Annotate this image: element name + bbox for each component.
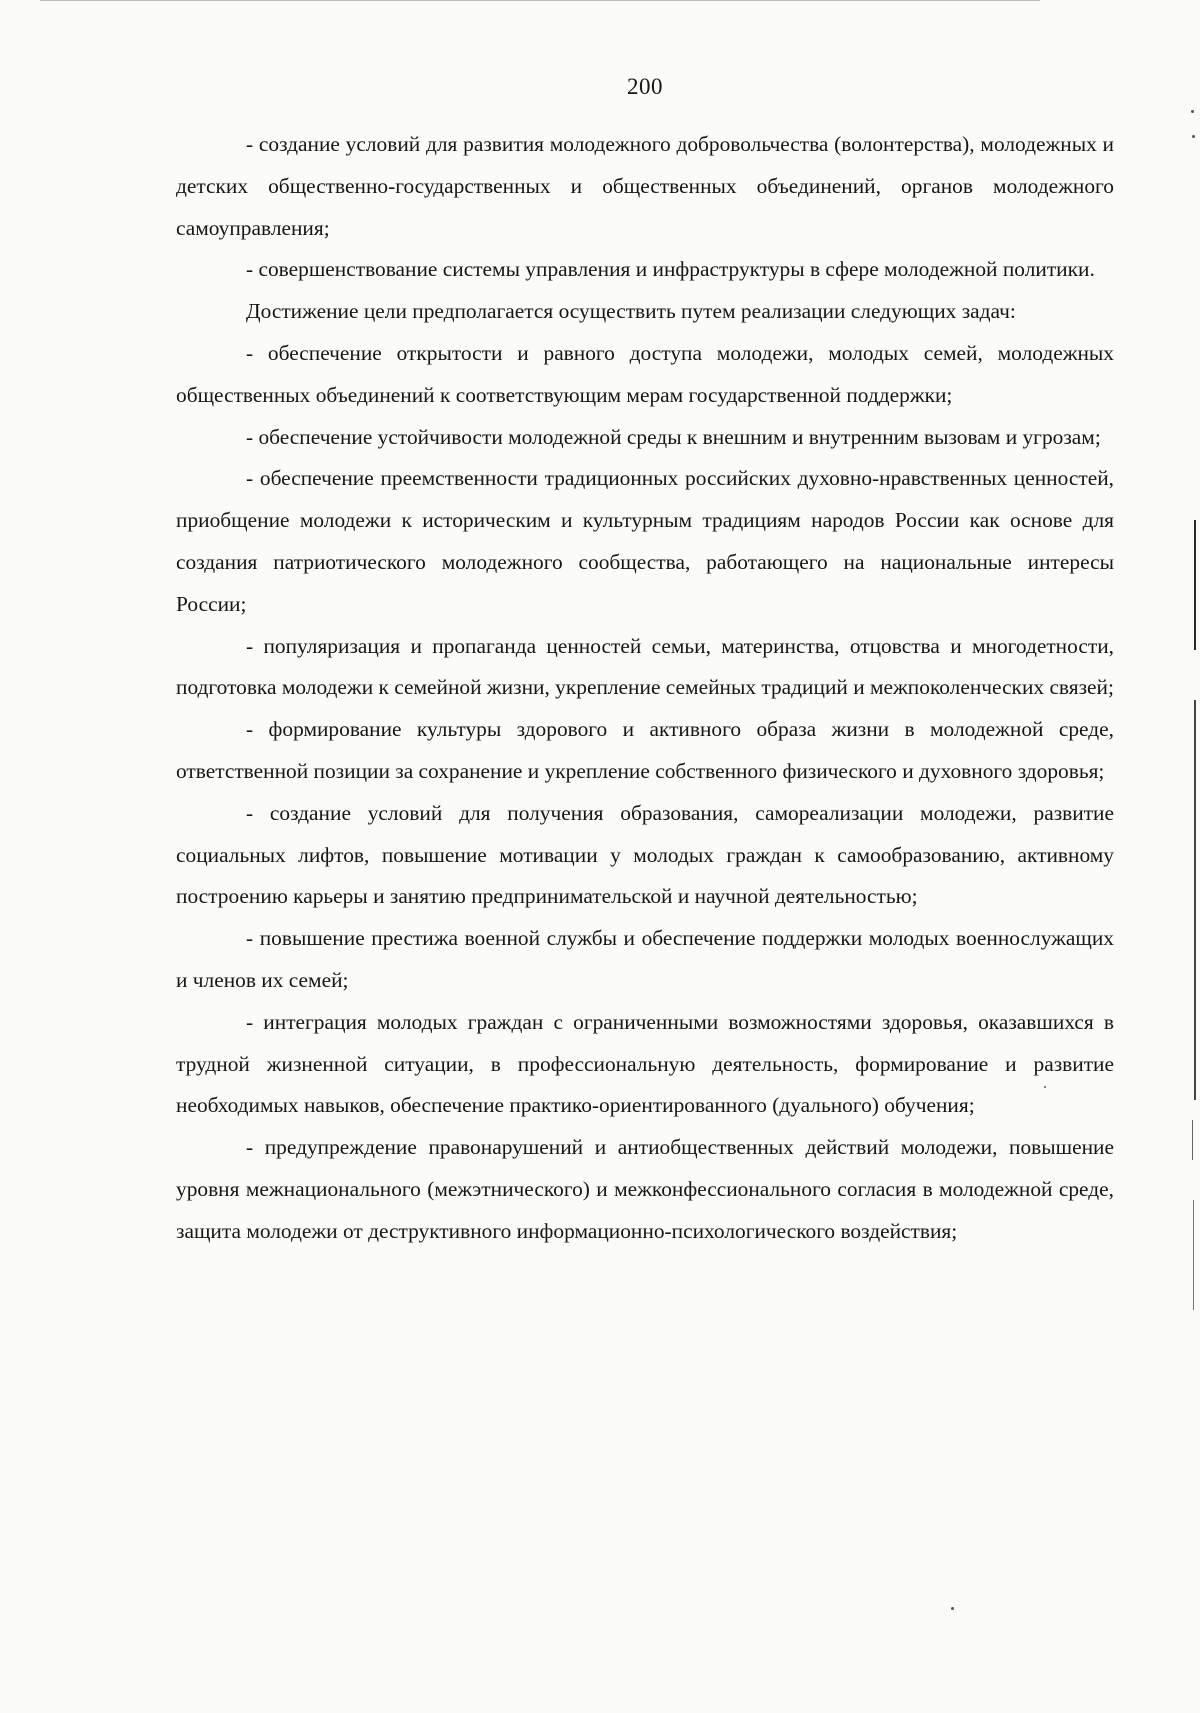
paragraph-1: - создание условий для развития молодежного добровольчества (волонтерства), молодежных и детских общественно-государственных и общественных объединений, органов молодежного самоуправления;: [176, 132, 1114, 240]
paragraph-6: - обеспечение преемственности традиционных российских духовно-нравственных ценностей, приобщение молодежи к историческим и культурным традициям народов России как основе для создания патриотического молодежного сообщества, работающего на национальные интересы России;: [176, 466, 1114, 616]
scan-speck: [951, 1607, 954, 1610]
scan-edge-mark: [1194, 700, 1196, 1100]
paragraph-11: - интеграция молодых граждан с ограниченными возможностями здоровья, оказавшихся в трудной жизненной ситуации, в профессиональную деятельность, формирование и развитие необходимых навыков, обеспечение практико-ориентированного (дуального) обучения;: [176, 1009, 1114, 1118]
scan-top-edge: [40, 0, 1040, 1]
paragraph-5: - обеспечение устойчивости молодежной среды к внешним и внутренним вызовам и угрозам;: [246, 424, 1101, 449]
paragraph-3: Достижение цели предполагается осуществить путем реализации следующих задач:: [246, 299, 1016, 324]
paragraph-7: - популяризация и пропаганда ценностей семьи, материнства, отцовства и многодетности, подготовка молодежи к семейной жизни, укрепление семейных традиций и межпоколенческих связей;: [176, 633, 1114, 700]
scan-edge-mark: [1193, 1200, 1194, 1310]
paragraph-8: - формирование культуры здорового и активного образа жизни в молодежной среде, ответственной позиции за сохранение и укрепление собственного физического и духовного здоровья;: [176, 717, 1114, 783]
paragraph-4: - обеспечение открытости и равного доступа молодежи, молодых семей, молодежных общественных объединений к соответствующим мерам государственной поддержки;: [176, 340, 1114, 407]
scan-speck: [1191, 110, 1194, 113]
paragraph-12: - предупреждение правонарушений и антиобщественных действий молодежи, повышение уровня межнационального (межэтнического) и межконфессионального согласия в молодежной среде, защита молодежи от деструктивного информационно-психологического воздействия;: [176, 1135, 1114, 1243]
document-body: [176, 124, 1114, 1253]
paragraph-10: - повышение престижа военной службы и обеспечение поддержки молодых военнослужащих и членов их семей;: [176, 926, 1114, 992]
paragraph-9: - создание условий для получения образования, самореализации молодежи, развитие социальных лифтов, повышение мотивации у молодых граждан к самообразованию, активному построению карьеры и занятию предпринимательской и научной деятельностью;: [176, 800, 1114, 909]
paragraph-2: - совершенствование системы управления и инфраструктуры в сфере молодежной политики.: [246, 257, 1095, 282]
page-number: 200: [627, 74, 663, 99]
scan-edge-mark: [1192, 1120, 1193, 1160]
scan-edge-mark: [1194, 520, 1196, 650]
scan-speck: [1044, 1086, 1046, 1088]
scan-speck: [1192, 135, 1195, 138]
